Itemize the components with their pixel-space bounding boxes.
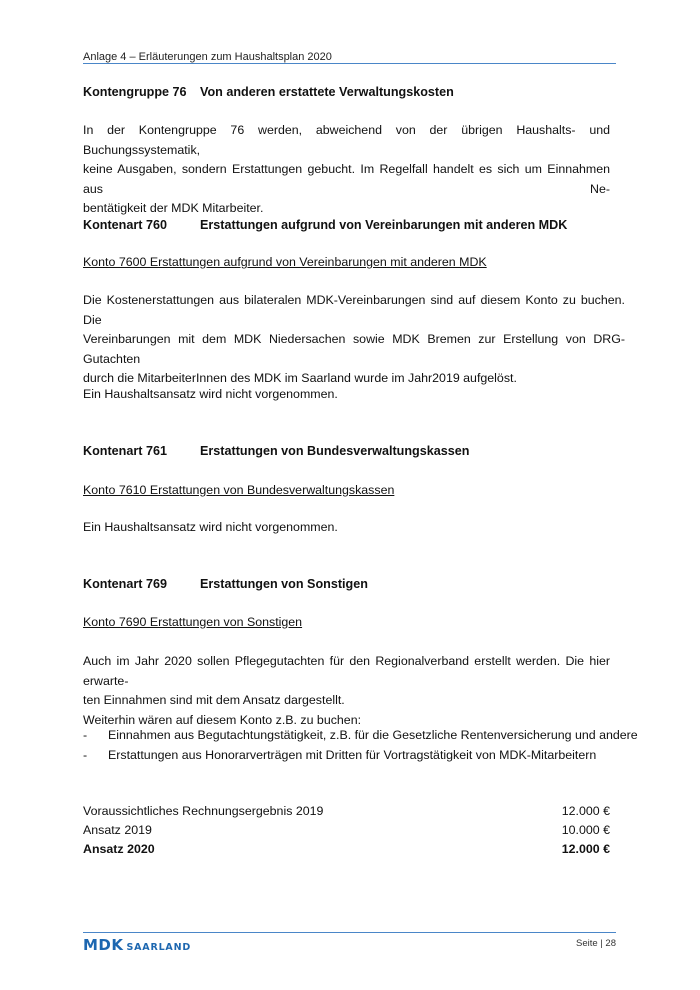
- konto-7610: Konto 7610 Erstattungen von Bundesverwaltungskassen: [83, 483, 395, 497]
- summary-label: Ansatz 2019: [83, 823, 152, 837]
- section-title: Erstattungen aufgrund von Vereinbarungen mit anderen MDK: [200, 218, 568, 232]
- text-line: durch die MitarbeiterInnen des MDK im Saarland wurde im Jahr2019 aufgelöst.: [83, 371, 517, 386]
- text-line: keine Ausgaben, sondern Erstattungen gebucht. Im Regelfall handelt es sich um Einnahmen aus Ne-: [83, 162, 610, 196]
- konto-7600: Konto 7600 Erstattungen aufgrund von Vereinbarungen mit anderen MDK: [83, 255, 487, 269]
- header-rule: [83, 63, 616, 64]
- page-header: Anlage 4 – Erläuterungen zum Haushaltsplan 2020: [83, 51, 332, 63]
- section-heading-ka761: [83, 444, 470, 458]
- bullet-text: Erstattungen aus Honorarverträgen mit Dritten für Vortragstätigkeit von MDK-Mitarbeitern: [108, 748, 597, 762]
- footer-rule: [83, 932, 616, 933]
- paragraph-kg76: [83, 121, 610, 219]
- summary-amount: 12.000 €: [561, 804, 610, 818]
- konto-7690: Konto 7690 Erstattungen von Sonstigen: [83, 615, 303, 629]
- text-line: Die Kostenerstattungen aus bilateralen MDK-Vereinbarungen sind auf diesem Konto zu buchen. Die: [83, 293, 625, 327]
- text-line: ten Einnahmen sind mit dem Ansatz dargestellt.: [83, 693, 345, 708]
- summary-amount: 12.000 €: [561, 842, 610, 856]
- section-title: Erstattungen von Sonstigen: [200, 577, 368, 591]
- text-line: Weiterhin wären auf diesem Konto z.B. zu buchen:: [83, 712, 362, 727]
- section-title: Von anderen erstattete Verwaltungskosten: [200, 85, 454, 99]
- bullet-marker: -: [83, 748, 88, 762]
- bullet-marker: -: [83, 728, 88, 742]
- text-line: In der Kontengruppe 76 werden, abweichend von der übrigen Haushalts- und Buchungssystematik,: [83, 123, 610, 157]
- section-label: Kontengruppe 76: [83, 85, 187, 99]
- summary-label: Voraussichtliches Rechnungsergebnis 2019: [83, 804, 324, 818]
- mdk-saarland-logo: [83, 936, 191, 952]
- paragraph-ka760: [83, 291, 625, 389]
- section-heading-ka760: [83, 218, 568, 232]
- section-heading-kg76: [83, 85, 454, 99]
- text-line: bentätigkeit der MDK Mitarbeiter.: [83, 201, 264, 216]
- text-line: Vereinbarungen mit dem MDK Niedersachen sowie MDK Bremen zur Erstellung von DRG-Gutachten: [83, 332, 625, 366]
- note-ka760: Ein Haushaltsansatz wird nicht vorgenommen.: [83, 387, 338, 401]
- paragraph-ka769: [83, 652, 610, 730]
- section-label: Kontenart 769: [83, 577, 167, 591]
- page-number: Seite | 28: [576, 938, 616, 949]
- section-label: Kontenart 761: [83, 444, 167, 458]
- logo-main-text: MDK: [83, 936, 124, 954]
- logo-sub-text: SAARLAND: [126, 942, 192, 953]
- section-label: Kontenart 760: [83, 218, 167, 232]
- summary-label: Ansatz 2020: [83, 842, 155, 856]
- summary-row: [83, 823, 610, 837]
- note-ka761: Ein Haushaltsansatz wird nicht vorgenommen.: [83, 520, 338, 534]
- summary-row-total: [83, 842, 610, 856]
- section-heading-ka769: [83, 577, 368, 591]
- summary-amount: 10.000 €: [561, 823, 610, 837]
- bullet-text: Einnahmen aus Begutachtungstätigkeit, z.B. für die Gesetzliche Rentenversicherung und andere: [108, 728, 638, 742]
- text-line: Auch im Jahr 2020 sollen Pflegegutachten für den Regionalverband erstellt werden. Die hier erwarte-: [83, 654, 610, 688]
- summary-row: [83, 804, 610, 818]
- section-title: Erstattungen von Bundesverwaltungskassen: [200, 444, 470, 458]
